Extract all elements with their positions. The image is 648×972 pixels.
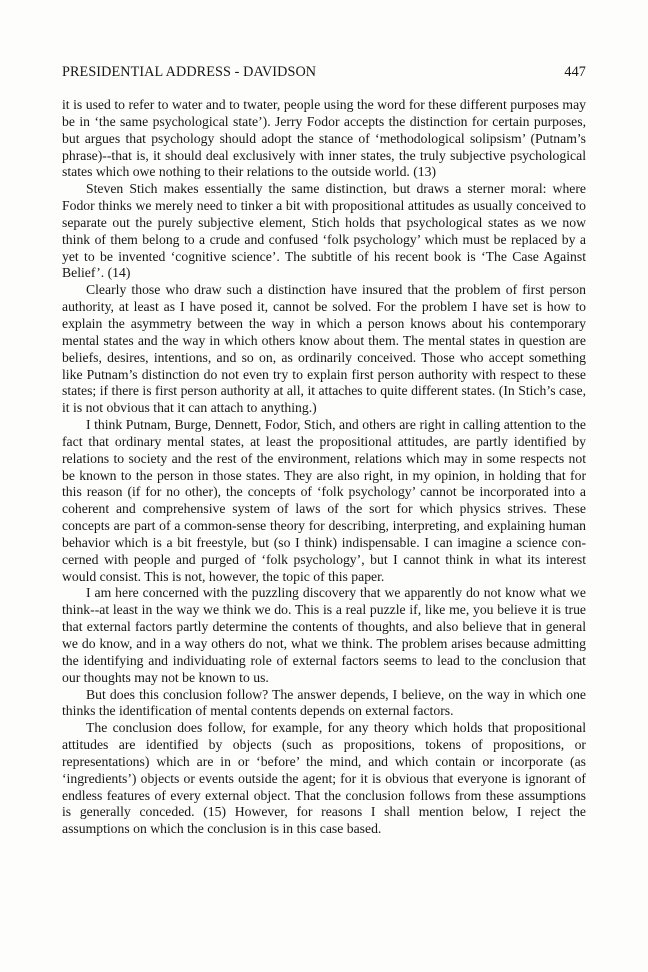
paragraph: The conclusion does follow, for example, for any theory which holds that propositional attitudes are identified by objects (such as propositions, tokens of propositions, or representations) which are in or ‘before’ the mind, and which contain or incorporate (as ‘ingredients’) objects or events outside the agent; for it is obvious that everyone is ignorant of endless features of every external object. That the conclusion follows from these assumptions is generally conceded. (15) However, for reasons I shall mention below, I reject the assumptions on which the conclusion is in this case based.	[62, 720, 586, 837]
running-title: PRESIDENTIAL ADDRESS - DAVIDSON	[62, 64, 317, 80]
paragraph: I am here concerned with the puzzling discovery that we apparently do not know what we think--at least in the way we think we do. This is a real puzzle if, like me, you believe it is true that external factors partly determine the contents of thoughts, and also believe that in general we do know, and in a way others do not, what we think. The problem arises because admitting the identifying and individuating role of external factors seems to lead to the conclusion that our thoughts may not be known to us.	[62, 585, 586, 685]
paragraph: But does this conclusion follow? The answer depends, I believe, on the way in which one thinks the identification of mental contents depends on external factors.	[62, 686, 586, 719]
body-text	[62, 97, 586, 838]
page-number: 447	[564, 64, 586, 80]
paragraph: it is used to refer to water and to twater, people using the word for these different purposes may be in ‘the same psychological state’). Jerry Fodor accepts the distinction for certain purposes, but argues that psychology should adopt the stance of ‘methodological solipsism’ (Putnam’s phrase)--that is, it should deal exclusively with inner states, the truly subjective psychological states which owe nothing to their relations to the outside world. (13)	[62, 97, 586, 180]
paragraph: Clearly those who draw such a distinction have insured that the problem of first person authority, at least as I have posed it, cannot be solved. For the problem I have set is how to explain the asymmetry between the way in which a person knows about his contemporary mental states and the way in which others know about them. The mental states in question are beliefs, desires, intentions, and so on, as ordinarily conceived. Those who accept something like Putnam’s distinction do not even try to explain first person authority with respect to these states; if there is first person authority at all, it attaches to quite different states. (In Stich’s case, it is not obvious that it can attach to anything.)	[62, 282, 586, 416]
running-header	[62, 64, 586, 82]
paragraph: I think Putnam, Burge, Dennett, Fodor, Stich, and others are right in calling attention to the fact that ordinary mental states, at least the propositional attitudes, are partly identified by relations to society and the rest of the environment, relations which may in some respects not be known to the person in those states. They are also right, in my opinion, in holding that for this reason (if for no other), the concepts of ‘folk psychology’ cannot be incorporated into a coherent and comprehensive system of laws of the sort for which physics strives. These concepts are part of a common-sense theory for describing, interpreting, and explaining human behavior which is a bit freestyle, but (so I think) indispensable. I can imagine a science concerned with people and purged of ‘folk psychology’, but I cannot think in what its interest would consist. This is not, however, the topic of this paper.	[62, 417, 586, 584]
paragraph: Steven Stich makes essentially the same distinction, but draws a sterner moral: where Fodor thinks we merely need to tinker a bit with propositional attitudes as usually conceived to separate out the purely subjective element, Stich holds that psychological states as we now think of them belong to a crude and confused ‘folk psychology’ which must be replaced by a yet to be invented ‘cognitive science’. The subtitle of his recent book is ‘The Case Against Belief’. (14)	[62, 181, 586, 281]
